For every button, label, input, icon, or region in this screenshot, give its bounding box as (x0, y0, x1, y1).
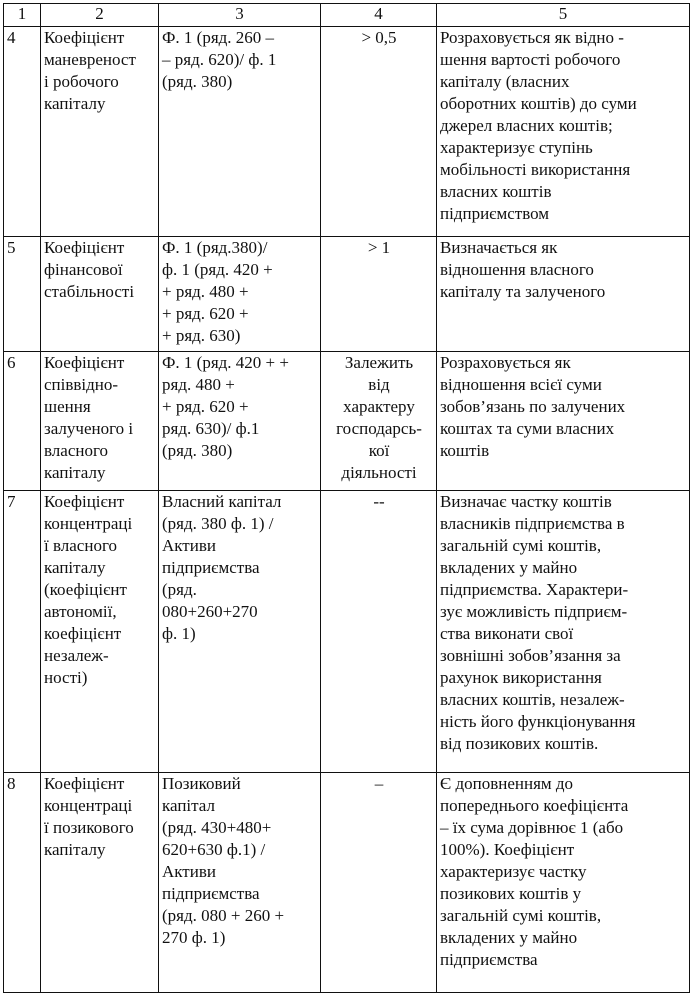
text-line: капіталу (44, 840, 106, 859)
text-line: кої (368, 441, 390, 460)
text-line: мобільності використання (440, 160, 631, 179)
text-line: Власний капітал (162, 492, 282, 511)
text-line: загальній сумі коштів, (440, 536, 602, 555)
header-cell: 3 (159, 4, 321, 27)
text-line: (ряд. (162, 580, 197, 599)
text-line: ряд. 480 + (162, 375, 235, 394)
text-line: Коефіцієнт (44, 774, 125, 793)
description-cell (437, 491, 690, 773)
coefficient-name-cell (41, 27, 159, 237)
text-line: – їх сума дорівнює 1 (або (440, 818, 624, 837)
description-cell (437, 773, 690, 993)
formula-cell (159, 352, 321, 491)
text-line: вкладених у майно (440, 558, 578, 577)
text-line: + ряд. 480 + (162, 282, 249, 301)
text-line: + ряд. 620 + (162, 304, 249, 323)
text-line: + ряд. 620 + (162, 397, 249, 416)
text-line: автономії, (44, 602, 117, 621)
formula-cell (159, 27, 321, 237)
text-line: позикових коштів у (440, 884, 582, 903)
text-line: Коефіцієнт (44, 238, 125, 257)
text-line: коефіцієнт (44, 624, 122, 643)
text-line: Активи (162, 536, 216, 555)
row-number-cell: 7 (4, 491, 41, 773)
text-line: характеризує частку (440, 862, 587, 881)
text-line: -- (373, 492, 385, 511)
text-line: (ряд. 380) (162, 72, 233, 91)
text-line: 620+630 ф.1) / (162, 840, 266, 859)
text-line: (ряд. 430+480+ (162, 818, 272, 837)
text-line: характеру (343, 397, 415, 416)
text-line: ність його функціонування (440, 712, 636, 731)
table-row (4, 352, 690, 491)
text-line: – (374, 774, 384, 793)
text-line: маневреност (44, 50, 136, 69)
text-line: попереднього коефіцієнта (440, 796, 629, 815)
text-line: Визначає частку коштів (440, 492, 612, 511)
text-line: капіталу та залученого (440, 282, 606, 301)
text-line: власних коштів, незалеж- (440, 690, 625, 709)
text-line: оборотних коштів) до суми (440, 94, 637, 113)
text-line: (ряд. 380 ф. 1) / (162, 514, 274, 533)
text-line: загальній сумі коштів, (440, 906, 602, 925)
text-line: підприємства (440, 950, 538, 969)
text-line: відношення всієї суми (440, 375, 602, 394)
text-line: шення вартості робочого (440, 50, 621, 69)
text-line: (ряд. 380) (162, 441, 233, 460)
coefficient-name-cell (41, 237, 159, 352)
text-line: незалеж- (44, 646, 109, 665)
text-line: Ф. 1 (ряд. 260 – (162, 28, 275, 47)
text-line: > 0,5 (361, 28, 397, 47)
table-row (4, 237, 690, 352)
text-line: відношення власного (440, 260, 594, 279)
text-line: – ряд. 620)/ ф. 1 (162, 50, 277, 69)
text-line: капіталу (44, 463, 106, 482)
text-line: стабільності (44, 282, 135, 301)
text-line: ності) (44, 668, 88, 687)
table-header-row (4, 4, 690, 27)
text-line: Визначається як (440, 238, 558, 257)
text-line: зує можливість підприєм- (440, 602, 628, 621)
text-line: джерел власних коштів; (440, 116, 613, 135)
text-line: Ф. 1 (ряд. 420 + + (162, 353, 289, 372)
text-line: зобов’язань по залучених (440, 397, 626, 416)
norm-value-cell (321, 773, 437, 993)
text-line: ряд. 630)/ ф.1 (162, 419, 260, 438)
text-line: господарсь- (336, 419, 422, 438)
table-row (4, 773, 690, 993)
description-cell (437, 352, 690, 491)
text-line: ства виконати свої (440, 624, 574, 643)
text-line: характеризує ступінь (440, 138, 593, 157)
text-line: (ряд. 080 + 260 + (162, 906, 285, 925)
norm-value-cell (321, 27, 437, 237)
norm-value-cell (321, 352, 437, 491)
text-line: Розраховується як відно - (440, 28, 624, 47)
norm-value-cell (321, 237, 437, 352)
formula-cell (159, 773, 321, 993)
text-line: Коефіцієнт (44, 353, 125, 372)
text-line: діяльності (341, 463, 417, 482)
formula-cell (159, 491, 321, 773)
text-line: підприємства (162, 558, 260, 577)
text-line: Розраховується як (440, 353, 571, 372)
row-number-cell: 6 (4, 352, 41, 491)
text-line: вкладених у майно (440, 928, 578, 947)
table-row (4, 491, 690, 773)
row-number-cell: 8 (4, 773, 41, 993)
text-line: підприємства. Характери- (440, 580, 629, 599)
text-line: 270 ф. 1) (162, 928, 226, 947)
text-line: + ряд. 630) (162, 326, 241, 345)
text-line: капіталу (власних (440, 72, 570, 91)
coefficients-table (3, 3, 690, 993)
text-line: капіталу (44, 558, 106, 577)
header-cell: 1 (4, 4, 41, 27)
text-line: і робочого (44, 72, 119, 91)
text-line: Коефіцієнт (44, 492, 125, 511)
text-line: рахунок використання (440, 668, 602, 687)
text-line: співвідно- (44, 375, 119, 394)
header-cell: 2 (41, 4, 159, 27)
text-line: ф. 1) (162, 624, 196, 643)
text-line: власного (44, 441, 109, 460)
text-line: залученого і (44, 419, 134, 438)
text-line: > 1 (367, 238, 391, 257)
text-line: зовнішні зобов’язання за (440, 646, 621, 665)
text-line: коштів (440, 441, 490, 460)
text-line: Коефіцієнт (44, 28, 125, 47)
text-line: ї власного (44, 536, 117, 555)
text-line: фінансової (44, 260, 123, 279)
text-line: Активи (162, 862, 216, 881)
text-line: шення (44, 397, 91, 416)
text-line: підприємством (440, 204, 550, 223)
text-line: власників підприємства в (440, 514, 625, 533)
coefficient-name-cell (41, 352, 159, 491)
text-line: від (368, 375, 390, 394)
table-row (4, 27, 690, 237)
description-cell (437, 27, 690, 237)
text-line: Є доповненням до (440, 774, 574, 793)
text-line: Залежить (344, 353, 414, 372)
coefficient-name-cell (41, 491, 159, 773)
text-line: капітал (162, 796, 215, 815)
text-line: власних коштів (440, 182, 552, 201)
text-line: ї позикового (44, 818, 134, 837)
formula-cell (159, 237, 321, 352)
header-cell: 5 (437, 4, 690, 27)
coefficient-name-cell (41, 773, 159, 993)
text-line: 080+260+270 (162, 602, 258, 621)
text-line: підприємства (162, 884, 260, 903)
text-line: Позиковий (162, 774, 241, 793)
norm-value-cell (321, 491, 437, 773)
text-line: 100%). Коефіцієнт (440, 840, 575, 859)
text-line: капіталу (44, 94, 106, 113)
text-line: ф. 1 (ряд. 420 + (162, 260, 273, 279)
text-line: коштах та суми власних (440, 419, 615, 438)
header-cell: 4 (321, 4, 437, 27)
row-number-cell: 5 (4, 237, 41, 352)
text-line: Ф. 1 (ряд.380)/ (162, 238, 268, 257)
text-line: концентраці (44, 514, 133, 533)
row-number-cell: 4 (4, 27, 41, 237)
text-line: від позикових коштів. (440, 734, 599, 753)
description-cell (437, 237, 690, 352)
text-line: концентраці (44, 796, 133, 815)
text-line: (коефіцієнт (44, 580, 127, 599)
